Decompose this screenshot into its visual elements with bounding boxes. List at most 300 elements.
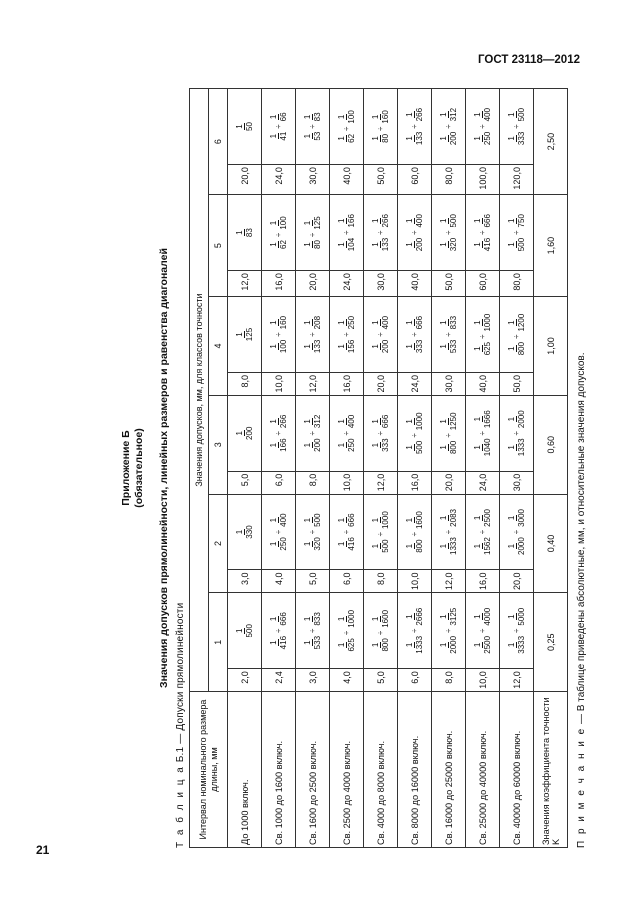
relative-tolerance-cell: [398, 195, 432, 271]
relative-tolerance-cell: [364, 494, 398, 570]
class-header: 1: [209, 593, 228, 692]
fraction: [337, 213, 356, 228]
absolute-tolerance-cell: 24,0: [262, 165, 296, 195]
fraction: [235, 121, 254, 132]
fraction-denominator: 133: [313, 339, 322, 354]
absolute-tolerance-cell: 20,0: [296, 271, 330, 297]
k-coefficient-row: [534, 89, 568, 848]
fraction-denominator: 1333: [415, 635, 424, 654]
fraction-denominator: 100: [279, 339, 288, 354]
fraction-denominator: 266: [415, 107, 424, 122]
absolute-tolerance-cell: 120,0: [500, 165, 534, 195]
fraction: [507, 313, 526, 333]
fraction-denominator: 625: [483, 341, 492, 356]
fraction-numerator: 1: [269, 541, 278, 547]
fraction-numerator: 1: [235, 628, 244, 633]
fraction-numerator: 1: [303, 114, 312, 120]
relative-tolerance-cell: [466, 593, 500, 669]
page-number: 21: [36, 843, 50, 857]
fraction-denominator: 250: [483, 131, 492, 146]
fraction-denominator: 800: [517, 341, 526, 356]
fraction-numerator: 1: [303, 220, 312, 226]
fraction-denominator: 156: [347, 339, 356, 354]
fraction: [439, 315, 458, 330]
absolute-tolerance-cell: 10,0: [330, 471, 364, 494]
fraction-numerator: 1: [337, 320, 346, 325]
range-separator: ÷: [308, 124, 317, 129]
fraction: [507, 341, 526, 356]
absolute-tolerance-cell: 8,0: [432, 669, 466, 692]
range-separator: ÷: [274, 232, 283, 238]
absolute-tolerance-cell: 10,0: [262, 372, 296, 395]
absolute-tolerance-cell: 40,0: [330, 165, 364, 195]
fraction-numerator: 1: [371, 543, 380, 549]
absolute-tolerance-cell: 4,0: [262, 570, 296, 593]
absolute-tolerance-cell: 5,0: [228, 471, 262, 494]
relative-tolerance-cell: [228, 395, 262, 471]
range-separator: ÷: [410, 124, 419, 129]
relative-tolerance-cell: [500, 195, 534, 271]
fraction-denominator: 80: [381, 133, 390, 143]
fraction-denominator: 2666: [415, 607, 424, 626]
range-separator: ÷: [308, 332, 317, 337]
fraction-numerator: 1: [473, 346, 482, 351]
absolute-tolerance-cell: 24,0: [398, 372, 432, 395]
fraction: [269, 512, 288, 527]
fraction-numerator: 1: [303, 344, 312, 349]
note-prefix: П р и м е ч а н и е: [576, 726, 587, 848]
fraction: [371, 109, 390, 124]
interval-cell: Св. 1600 до 2500 включ.: [296, 692, 330, 848]
fraction-denominator: 1666: [483, 410, 492, 429]
fraction-denominator: 1600: [381, 609, 390, 628]
fraction: [303, 611, 322, 626]
fraction: [337, 437, 356, 452]
fraction: [337, 237, 356, 252]
table-row: [432, 89, 466, 848]
fraction-denominator: 3125: [449, 607, 458, 626]
absolute-tolerance-cell: 8,0: [228, 372, 262, 395]
range-separator: ÷: [274, 124, 283, 129]
fraction-denominator: 250: [347, 438, 356, 452]
range-separator: ÷: [512, 529, 521, 535]
fraction: [269, 611, 288, 626]
range-separator: ÷: [410, 332, 419, 337]
fraction-denominator: 1250: [449, 412, 458, 431]
fraction-denominator: 200: [245, 426, 254, 440]
fraction-denominator: 833: [313, 612, 322, 626]
interval-column-header: Интервал номинального размера длины, мм: [190, 692, 228, 848]
table-caption: [175, 88, 186, 848]
fraction-numerator: 1: [405, 242, 414, 247]
fraction-denominator: 333: [415, 339, 424, 354]
relative-tolerance-cell: [228, 89, 262, 165]
main-title: Значения допусков прямолинейности, линейных размеров и равенства диагоналей: [158, 248, 170, 688]
fraction-numerator: 1: [473, 515, 482, 521]
fraction: [439, 607, 458, 627]
table-row: [466, 89, 500, 848]
range-separator: ÷: [342, 332, 351, 337]
fraction: [303, 536, 322, 551]
relative-tolerance-cell: [432, 89, 466, 165]
fraction-numerator: 1: [303, 616, 312, 622]
absolute-tolerance-cell: 30,0: [500, 471, 534, 494]
fraction-numerator: 1: [473, 543, 482, 549]
fraction: [439, 107, 458, 122]
fraction: [303, 315, 322, 330]
fraction: [405, 538, 424, 553]
absolute-tolerance-cell: 2,4: [262, 669, 296, 692]
fraction: [269, 239, 288, 250]
range-separator: ÷: [308, 529, 317, 535]
range-separator: ÷: [478, 628, 487, 633]
range-separator: ÷: [342, 230, 351, 235]
relative-tolerance-cell: [466, 89, 500, 165]
fraction: [473, 107, 492, 122]
fraction-numerator: 1: [371, 136, 380, 141]
absolute-tolerance-cell: 50,0: [500, 372, 534, 395]
absolute-tolerance-cell: 12,0: [364, 471, 398, 494]
relative-tolerance-cell: [398, 494, 432, 570]
absolute-tolerance-cell: 12,0: [432, 570, 466, 593]
fraction-numerator: 1: [337, 419, 346, 424]
fraction: [439, 131, 458, 146]
fraction-denominator: 1562: [483, 537, 492, 555]
relative-tolerance-cell: [500, 593, 534, 669]
k-coefficient-value: 1,00: [534, 297, 568, 396]
absolute-tolerance-cell: 20,0: [364, 372, 398, 395]
relative-tolerance-cell: [432, 494, 466, 570]
tolerance-table: [189, 88, 568, 848]
fraction-numerator: 1: [405, 136, 414, 141]
fraction: [269, 131, 288, 142]
k-coefficient-value: 0,40: [534, 494, 568, 593]
fraction-denominator: 1000: [381, 511, 390, 530]
fraction: [337, 536, 356, 551]
standard-number: ГОСТ 23118—2012: [478, 54, 580, 66]
relative-tolerance-cell: [398, 593, 432, 669]
fraction-numerator: 1: [371, 114, 380, 120]
fraction-numerator: 1: [303, 242, 312, 247]
range-separator: ÷: [444, 124, 453, 129]
relative-tolerance-cell: [330, 195, 364, 271]
range-separator: ÷: [308, 232, 317, 238]
range-separator: ÷: [478, 230, 487, 235]
fraction: [235, 524, 254, 539]
fraction-denominator: 208: [313, 315, 322, 330]
range-separator: ÷: [274, 628, 283, 633]
fraction-denominator: 133: [381, 237, 390, 252]
fraction: [405, 510, 424, 530]
table-note: [576, 88, 587, 848]
absolute-tolerance-cell: 24,0: [466, 471, 500, 494]
fraction: [303, 215, 322, 230]
relative-tolerance-cell: [262, 89, 296, 165]
fraction-denominator: 250: [347, 315, 356, 330]
fraction-numerator: 1: [473, 242, 482, 247]
absolute-tolerance-cell: 4,0: [330, 669, 364, 692]
fraction-numerator: 1: [507, 445, 516, 450]
fraction: [473, 313, 492, 333]
relative-tolerance-cell: [262, 494, 296, 570]
relative-tolerance-cell: [262, 395, 296, 471]
fraction: [439, 411, 458, 431]
fraction-denominator: 2500: [483, 635, 492, 654]
fraction-denominator: 2500: [483, 509, 492, 527]
k-coefficient-value: 0,60: [534, 395, 568, 494]
fraction: [303, 414, 322, 429]
fraction-numerator: 1: [473, 320, 482, 325]
absolute-tolerance-cell: 50,0: [432, 271, 466, 297]
k-coefficient-value: 2,50: [534, 89, 568, 195]
fraction-denominator: 1333: [449, 537, 458, 555]
relative-tolerance-cell: [296, 89, 330, 165]
absolute-tolerance-cell: 5,0: [364, 669, 398, 692]
fraction-denominator: 533: [449, 339, 458, 354]
fraction: [337, 512, 356, 527]
interval-cell: До 1000 включ.: [228, 692, 262, 848]
absolute-tolerance-cell: 100,0: [466, 165, 500, 195]
fraction-denominator: 800: [449, 440, 458, 455]
fraction-denominator: 83: [313, 112, 322, 122]
fraction-denominator: 666: [415, 315, 424, 330]
fraction-numerator: 1: [507, 218, 516, 223]
range-separator: ÷: [478, 334, 487, 339]
fraction-numerator: 1: [439, 614, 448, 619]
relative-tolerance-cell: [228, 494, 262, 570]
fraction-numerator: 1: [473, 416, 482, 422]
absolute-tolerance-cell: 30,0: [296, 165, 330, 195]
fraction: [337, 315, 356, 330]
absolute-tolerance-cell: 20,0: [500, 570, 534, 593]
fraction-numerator: 1: [405, 218, 414, 223]
fraction-denominator: 312: [313, 414, 322, 429]
fraction: [507, 131, 526, 146]
fraction: [337, 414, 356, 429]
fraction: [405, 131, 424, 146]
fraction-denominator: 3333: [517, 635, 526, 654]
relative-tolerance-cell: [330, 593, 364, 669]
absolute-tolerance-cell: 40,0: [398, 271, 432, 297]
fraction: [371, 538, 390, 553]
absolute-tolerance-cell: 3,0: [228, 570, 262, 593]
relative-tolerance-cell: [500, 297, 534, 373]
fraction: [507, 409, 526, 429]
fraction-numerator: 1: [269, 419, 278, 424]
interval-cell: Св. 25000 до 40000 включ.: [466, 692, 500, 848]
fraction-denominator: 2083: [449, 509, 458, 527]
fraction-denominator: 800: [381, 638, 390, 652]
fraction-denominator: 266: [279, 414, 288, 429]
fraction: [371, 237, 390, 252]
relative-tolerance-cell: [330, 494, 364, 570]
fraction-numerator: 1: [303, 640, 312, 645]
fraction-denominator: 666: [483, 214, 492, 228]
fraction: [235, 623, 254, 638]
fraction-numerator: 1: [269, 242, 278, 247]
fraction-denominator: 3000: [517, 509, 526, 527]
fraction-denominator: 125: [245, 327, 254, 342]
fraction-numerator: 1: [269, 517, 278, 523]
fraction-denominator: 62: [279, 240, 288, 249]
fraction-denominator: 1000: [347, 609, 356, 628]
fraction-numerator: 1: [371, 344, 380, 349]
fraction-numerator: 1: [303, 541, 312, 547]
table-row: [228, 89, 262, 848]
k-coefficient-value: 0,25: [534, 593, 568, 692]
table-caption-prefix: Т а б л и ц а: [175, 765, 186, 848]
absolute-tolerance-cell: 12,0: [296, 372, 330, 395]
fraction-numerator: 1: [303, 133, 312, 139]
fraction-denominator: 500: [245, 624, 254, 638]
fraction: [269, 111, 288, 122]
absolute-tolerance-cell: 2,0: [228, 669, 262, 692]
range-separator: ÷: [512, 124, 521, 129]
fraction-numerator: 1: [371, 242, 380, 247]
fraction-denominator: 1000: [483, 313, 492, 332]
table-caption-text: Б.1 — Допуски прямолинейности: [175, 602, 186, 763]
range-separator: ÷: [274, 529, 283, 535]
interval-cell: Св. 1000 до 1600 включ.: [262, 692, 296, 848]
fraction: [439, 339, 458, 354]
fraction-denominator: 2000: [517, 410, 526, 429]
fraction-numerator: 1: [507, 320, 516, 325]
fraction-denominator: 1040: [483, 438, 492, 457]
fraction: [405, 411, 424, 431]
class-header: 4: [209, 297, 228, 396]
relative-tolerance-cell: [500, 395, 534, 471]
relative-tolerance-cell: [296, 494, 330, 570]
appendix-heading: [120, 88, 146, 848]
table-row: [262, 89, 296, 848]
fraction-denominator: 160: [381, 110, 390, 124]
fraction-numerator: 1: [337, 242, 346, 247]
fraction-numerator: 1: [303, 517, 312, 523]
fraction: [269, 315, 288, 330]
fraction-numerator: 1: [405, 112, 414, 117]
fraction-denominator: 320: [313, 537, 322, 551]
fraction-numerator: 1: [371, 419, 380, 424]
range-separator: ÷: [410, 532, 419, 537]
k-coefficient-label: Значения коэффициента точности K: [534, 692, 568, 848]
fraction: [235, 227, 254, 238]
relative-tolerance-cell: [398, 395, 432, 471]
fraction-numerator: 1: [337, 616, 346, 622]
fraction-denominator: 800: [415, 539, 424, 553]
fraction-numerator: 1: [439, 543, 448, 549]
fraction-denominator: 200: [449, 131, 458, 146]
fraction-numerator: 1: [473, 218, 482, 223]
relative-tolerance-cell: [432, 297, 466, 373]
interval-cell: Св. 16000 до 25000 включ.: [432, 692, 466, 848]
fraction-numerator: 1: [337, 517, 346, 523]
fraction-numerator: 1: [439, 136, 448, 141]
fraction-denominator: 250: [279, 537, 288, 551]
fraction: [371, 510, 390, 530]
fraction: [473, 508, 492, 528]
range-separator: ÷: [512, 628, 521, 633]
fraction: [473, 341, 492, 356]
fraction-denominator: 312: [449, 107, 458, 122]
fraction-numerator: 1: [337, 218, 346, 223]
fraction-numerator: 1: [473, 614, 482, 619]
fraction-numerator: 1: [303, 442, 312, 448]
fraction-denominator: 500: [381, 539, 390, 553]
fraction-denominator: 833: [449, 315, 458, 330]
range-separator: ÷: [376, 230, 385, 235]
table-row: [330, 89, 364, 848]
fraction-denominator: 1200: [517, 313, 526, 332]
absolute-tolerance-cell: 10,0: [466, 669, 500, 692]
interval-cell: Св. 40000 до 60000 включ.: [500, 692, 534, 848]
rotated-page-content: [120, 88, 587, 848]
relative-tolerance-cell: [364, 593, 398, 669]
relative-tolerance-cell: [296, 395, 330, 471]
class-header: 3: [209, 395, 228, 494]
fraction-denominator: 2000: [449, 635, 458, 654]
fraction-numerator: 1: [507, 416, 516, 422]
fraction: [235, 327, 254, 342]
absolute-tolerance-cell: 20,0: [228, 165, 262, 195]
interval-cell: Св. 8000 до 16000 включ.: [398, 692, 432, 848]
fraction-denominator: 400: [415, 214, 424, 228]
fraction-numerator: 1: [269, 133, 278, 139]
relative-tolerance-cell: [466, 395, 500, 471]
fraction: [269, 635, 288, 650]
fraction: [371, 133, 390, 144]
fraction-numerator: 1: [439, 242, 448, 247]
fraction-denominator: 100: [279, 216, 288, 230]
fraction-numerator: 1: [269, 616, 278, 622]
fraction: [473, 213, 492, 228]
fraction: [405, 635, 424, 655]
range-separator: ÷: [308, 431, 317, 436]
absolute-tolerance-cell: 16,0: [262, 271, 296, 297]
class-header: 5: [209, 195, 228, 297]
relative-tolerance-cell: [466, 494, 500, 570]
fraction: [439, 237, 458, 252]
fraction: [337, 133, 356, 144]
fraction: [507, 437, 526, 457]
fraction-numerator: 1: [439, 344, 448, 349]
range-separator: ÷: [444, 230, 453, 235]
fraction-numerator: 1: [303, 419, 312, 424]
fraction-denominator: 200: [415, 237, 424, 252]
fraction-numerator: 1: [507, 136, 516, 141]
fraction-numerator: 1: [371, 320, 380, 325]
absolute-tolerance-cell: 12,0: [228, 271, 262, 297]
fraction-denominator: 400: [381, 315, 390, 330]
fraction-denominator: 400: [483, 107, 492, 122]
fraction-numerator: 1: [371, 218, 380, 223]
fraction-numerator: 1: [405, 517, 414, 523]
fraction: [303, 635, 322, 650]
fraction-numerator: 1: [473, 136, 482, 141]
range-separator: ÷: [410, 230, 419, 235]
fraction: [303, 339, 322, 354]
fraction-denominator: 62: [347, 133, 356, 143]
fraction: [269, 414, 288, 429]
fraction-denominator: 625: [347, 638, 356, 652]
table-row: [398, 89, 432, 848]
relative-tolerance-cell: [296, 297, 330, 373]
relative-tolerance-cell: [364, 297, 398, 373]
range-separator: ÷: [512, 230, 521, 235]
relative-tolerance-cell: [296, 593, 330, 669]
absolute-tolerance-cell: 50,0: [364, 165, 398, 195]
fraction: [337, 339, 356, 354]
appendix-title: Приложение Б: [120, 430, 132, 506]
